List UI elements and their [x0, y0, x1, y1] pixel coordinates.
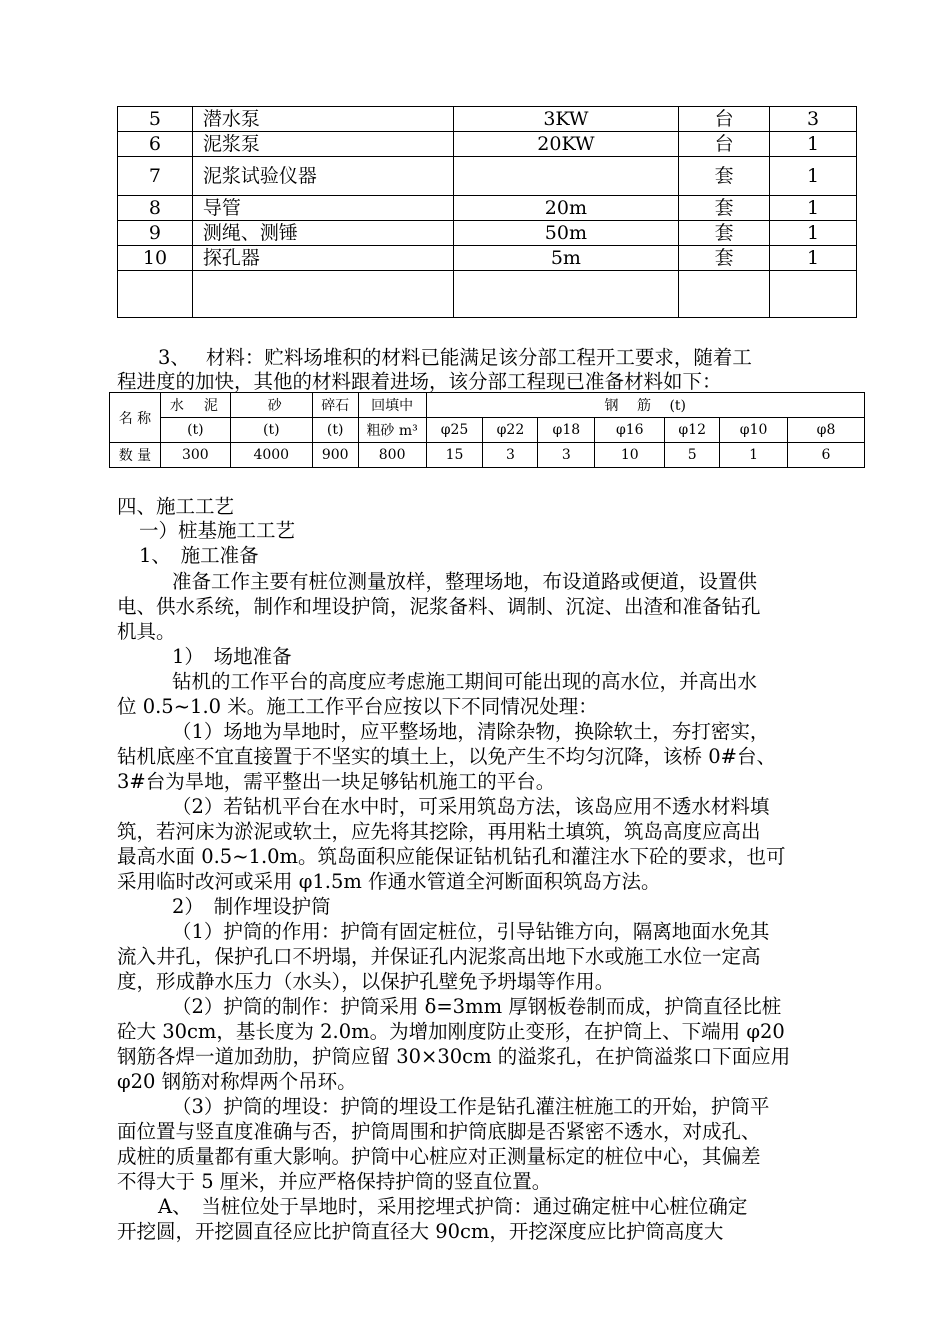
row-number: 10 [118, 246, 193, 271]
materials-table [109, 392, 865, 468]
equipment-unit: 台 [679, 107, 770, 132]
table-row [118, 132, 857, 157]
paragraph-line: A、 当桩位处于旱地时，采用挖埋式护筒：通过确定桩中心桩位确定 [158, 1195, 748, 1218]
paragraph-line: 成桩的质量都有重大影响。护筒中心桩应对正测量标定的桩位中心，其偏差 [117, 1145, 761, 1168]
paragraph-line: （1）场地为旱地时，应平整场地，清除杂物，换除软土，夯打密实， [172, 720, 770, 743]
qty-label: 数 量 [110, 443, 161, 468]
equipment-spec: 50m [453, 221, 679, 246]
item-heading: 1、 施工准备 [139, 544, 259, 567]
row-number: 5 [118, 107, 193, 132]
steel-dia: φ12 [665, 418, 720, 443]
steel-qty: 3 [483, 443, 538, 468]
equipment-name: 导管 [192, 196, 453, 221]
equipment-spec: 20m [453, 196, 679, 221]
table-row [118, 246, 857, 271]
paragraph-line: 位 0.5~1.0 米。施工工作平台应按以下不同情况处理： [117, 695, 598, 718]
paragraph-line: 钢筋各焊一道加劲肋，护筒应留 30×30cm 的溢浆孔，在护筒溢浆口下面应用 [117, 1045, 791, 1068]
subsection-heading: 一）桩基施工工艺 [139, 519, 296, 542]
equipment-unit: 套 [679, 246, 770, 271]
equipment-spec: 20KW [453, 132, 679, 157]
table-row [110, 418, 865, 443]
subitem-heading: 2） 制作埋设护筒 [172, 895, 331, 918]
name-header: 名 称 [110, 393, 161, 443]
row-number: 8 [118, 196, 193, 221]
materials-intro-line-2: 程进度的加快，其他的材料跟着进场，该分部工程现已准备材料如下： [117, 370, 722, 393]
equipment-qty: 3 [770, 107, 857, 132]
table-row [110, 443, 865, 468]
steel-dia: φ8 [788, 418, 865, 443]
equipment-qty: 1 [770, 157, 857, 196]
table-row [118, 107, 857, 132]
gravel-unit: (t) [312, 418, 358, 443]
cement-unit: (t) [160, 418, 230, 443]
sand-unit: (t) [230, 418, 312, 443]
cement-header: 水 泥 [160, 393, 230, 418]
steel-qty: 5 [665, 443, 720, 468]
steel-header: 钢 筋 (t) [426, 393, 864, 418]
equipment-qty: 1 [770, 246, 857, 271]
table-row [110, 393, 865, 418]
equipment-unit: 台 [679, 132, 770, 157]
empty-table-row [118, 271, 857, 318]
row-number: 7 [118, 157, 193, 196]
steel-dia: φ22 [483, 418, 538, 443]
equipment-unit: 套 [679, 221, 770, 246]
table-row [118, 221, 857, 246]
paragraph-line: 开挖圆，开挖圆直径应比护筒直径大 90cm，开挖深度应比护筒高度大 [117, 1220, 724, 1243]
equipment-name: 测绳、测锤 [192, 221, 453, 246]
table-row [118, 157, 857, 196]
section-heading: 四、施工工艺 [117, 495, 235, 518]
equipment-name: 泥浆泵 [192, 132, 453, 157]
paragraph-line: （2）若钻机平台在水中时，可采用筑岛方法，该岛应用不透水材料填 [172, 795, 770, 818]
steel-qty: 10 [595, 443, 665, 468]
equipment-unit: 套 [679, 157, 770, 196]
paragraph-line: 面位置与竖直度准确与否，护筒周围和护筒底脚是否紧密不透水，对成孔、 [117, 1120, 761, 1143]
paragraph-line: 采用临时改河或采用 φ1.5m 作通水管道全河断面积筑岛方法。 [117, 870, 661, 893]
equipment-unit: 套 [679, 196, 770, 221]
steel-qty: 15 [426, 443, 483, 468]
gravel-qty: 900 [312, 443, 358, 468]
equipment-table [117, 106, 857, 318]
fill-header: 回填中 [358, 393, 426, 418]
equipment-name: 潜水泵 [192, 107, 453, 132]
fill-unit: 粗砂 m³ [358, 418, 426, 443]
equipment-qty: 1 [770, 196, 857, 221]
cement-qty: 300 [160, 443, 230, 468]
paragraph-line: 机具。 [117, 620, 176, 643]
steel-qty: 6 [788, 443, 865, 468]
row-number: 6 [118, 132, 193, 157]
fill-qty: 800 [358, 443, 426, 468]
equipment-name: 泥浆试验仪器 [192, 157, 453, 196]
steel-dia: φ25 [426, 418, 483, 443]
row-number: 9 [118, 221, 193, 246]
paragraph-line: 3#台为旱地，需平整出一块足够钻机施工的平台。 [117, 770, 556, 793]
steel-dia: φ16 [595, 418, 665, 443]
paragraph-line: φ20 钢筋对称焊两个吊环。 [117, 1070, 357, 1093]
table-row [118, 196, 857, 221]
paragraph-line: 钻机底座不宜直接置于不坚实的填土上，以免产生不均匀沉降，该桥 0#台、 [117, 745, 776, 768]
equipment-spec [453, 157, 679, 196]
equipment-qty: 1 [770, 221, 857, 246]
paragraph-line: 流入井孔，保护孔口不坍塌，并保证孔内泥浆高出地下水或施工水位一定高 [117, 945, 761, 968]
paragraph-line: 最高水面 0.5~1.0m。筑岛面积应能保证钻机钻孔和灌注水下砼的要求，也可 [117, 845, 786, 868]
equipment-spec: 3KW [453, 107, 679, 132]
paragraph-line: 不得大于 5 厘米，并应严格保持护筒的竖直位置。 [117, 1170, 552, 1193]
subitem-heading: 1） 场地准备 [172, 645, 292, 668]
paragraph-line: （1）护筒的作用：护筒有固定桩位，引导钻锥方向，隔离地面水免其 [172, 920, 770, 943]
paragraph-line: 电、供水系统，制作和埋设护筒，泥浆备料、调制、沉淀、出渣和准备钻孔 [117, 595, 761, 618]
steel-dia: φ10 [720, 418, 788, 443]
equipment-name: 探孔器 [192, 246, 453, 271]
materials-intro-line-1: 3、 材料：贮料场堆积的材料已能满足该分部工程开工要求，随着工 [158, 346, 752, 369]
steel-dia: φ18 [538, 418, 595, 443]
paragraph-line: （2）护筒的制作：护筒采用 δ=3mm 厚钢板卷制而成，护筒直径比桩 [172, 995, 782, 1018]
paragraph-line: 准备工作主要有桩位测量放样，整理场地，布设道路或便道，设置供 [172, 570, 758, 593]
sand-header: 砂 [230, 393, 312, 418]
paragraph-line: 筑，若河床为淤泥或软土，应先将其挖除，再用粘土填筑，筑岛高度应高出 [117, 820, 761, 843]
paragraph-line: 度，形成静水压力（水头），以保护孔壁免予坍塌等作用。 [117, 970, 615, 993]
equipment-qty: 1 [770, 132, 857, 157]
paragraph-line: 钻机的工作平台的高度应考虑施工期间可能出现的高水位，并高出水 [172, 670, 758, 693]
sand-qty: 4000 [230, 443, 312, 468]
paragraph-line: （3）护筒的埋设：护筒的埋设工作是钻孔灌注桩施工的开始，护筒平 [172, 1095, 770, 1118]
gravel-header: 碎石 [312, 393, 358, 418]
steel-qty: 3 [538, 443, 595, 468]
equipment-spec: 5m [453, 246, 679, 271]
paragraph-line: 砼大 30cm，基长度为 2.0m。为增加刚度防止变形，在护筒上、下端用 φ20 [117, 1020, 785, 1043]
steel-qty: 1 [720, 443, 788, 468]
